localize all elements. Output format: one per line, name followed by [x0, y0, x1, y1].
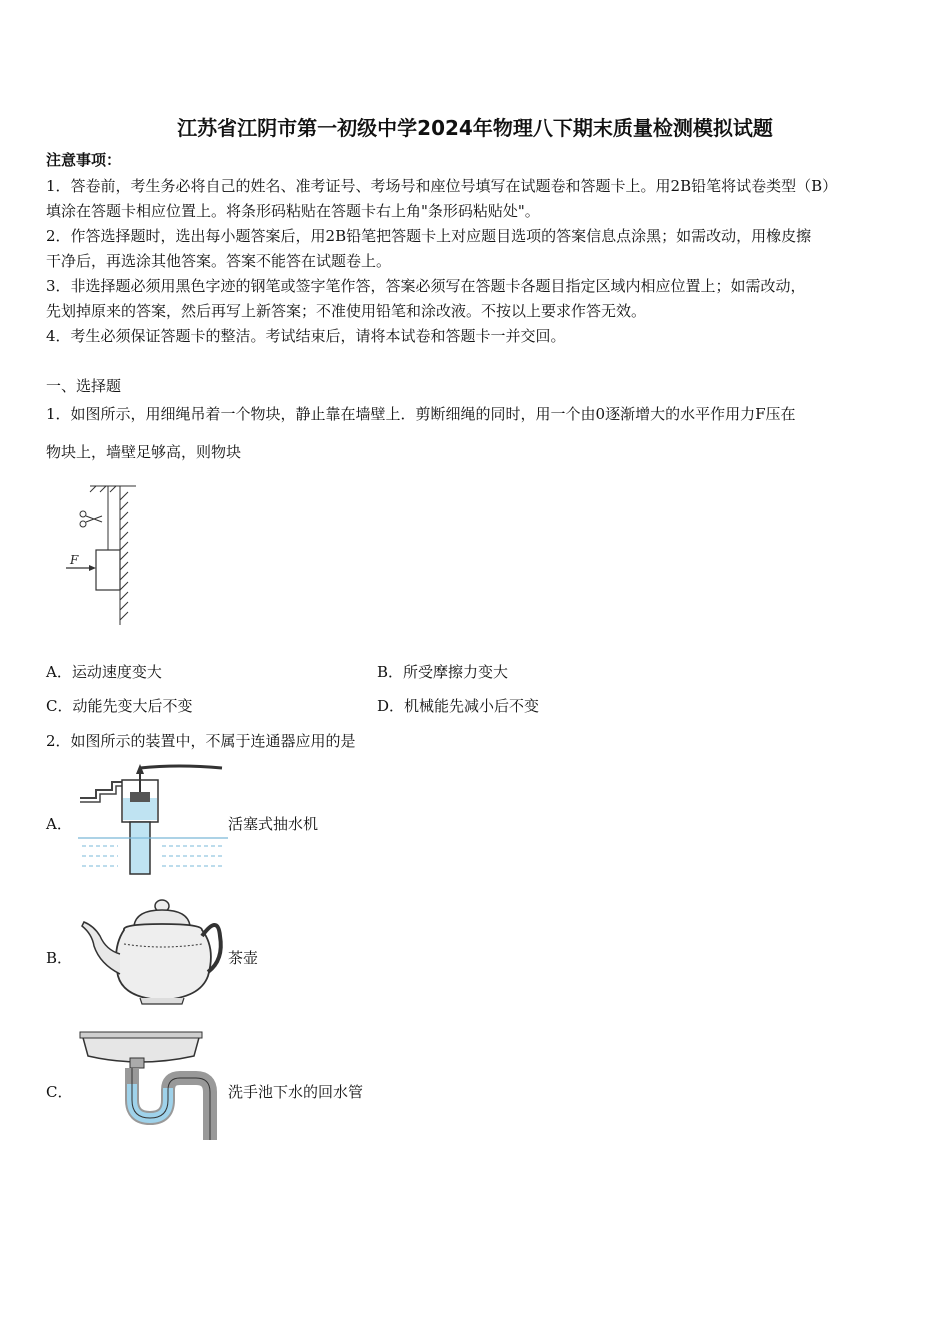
- q2-option-c-letter[interactable]: C．: [46, 1083, 73, 1101]
- notice-line-1: 1．答卷前，考生务必将自己的姓名、准考证号、考场号和座位号填写在试题卷和答题卡上。用2B铅笔将试卷类型（B）: [46, 177, 838, 195]
- q1-option-b[interactable]: B．所受摩擦力变大: [377, 663, 509, 681]
- scissors-icon: [80, 511, 102, 527]
- q2-option-a-caption: 活塞式抽水机: [228, 815, 319, 833]
- page-title: 江苏省江阴市第一初级中学2024年物理八下期末质量检测模拟试题: [177, 116, 773, 140]
- teapot-figure: [78, 890, 228, 1008]
- q2-option-b-caption: 茶壶: [228, 949, 259, 967]
- notice-line-6: 先划掉原来的答案，然后再写上新答案；不准使用铅笔和涂改液。不按以上要求作答无效。: [46, 302, 647, 320]
- block: [96, 550, 120, 590]
- piston-pump-figure: [78, 762, 228, 876]
- force-label: F: [70, 553, 79, 567]
- notice-heading: 注意事项：: [46, 151, 122, 169]
- notice-line-2: 填涂在答题卡相应位置上。将条形码粘贴在答题卡右上角"条形码粘贴处"。: [46, 202, 540, 220]
- q1-option-d[interactable]: D．机械能先减小后不变: [377, 697, 540, 715]
- q1-stem-line-1: 1．如图所示，用细绳吊着一个物块，静止靠在墙壁上．剪断细绳的同时，用一个由0逐渐增大的水平作用力F压在: [46, 405, 796, 423]
- q2-option-c-caption: 洗手池下水的回水管: [228, 1083, 364, 1101]
- sink-trap-figure: [78, 1028, 228, 1142]
- q1-option-a[interactable]: A．运动速度变大: [46, 663, 162, 681]
- q1-option-c[interactable]: C．动能先变大后不变: [46, 697, 193, 715]
- section-heading: 一、选择题: [46, 377, 122, 395]
- notice-line-3: 2．作答选择题时，选出每小题答案后，用2B铅笔把答题卡上对应题目选项的答案信息点涂黑；如需改动，用橡皮擦: [46, 227, 812, 245]
- q2-option-b-letter[interactable]: B．: [46, 949, 73, 967]
- q1-wall-block-figure: [56, 480, 146, 630]
- notice-line-5: 3．非选择题必须用黑色字迹的钢笔或签字笔作答，答案必须写在答题卡各题目指定区域内相应位置上；如需改动，: [46, 277, 806, 295]
- q2-option-a-letter[interactable]: A．: [46, 815, 72, 833]
- notice-line-4: 干净后，再选涂其他答案。答案不能答在试题卷上。: [46, 252, 392, 270]
- q2-stem: 2．如图所示的装置中，不属于连通器应用的是: [46, 732, 356, 750]
- notice-line-7: 4．考生必须保证答题卡的整洁。考试结束后，请将本试卷和答题卡一并交回。: [46, 327, 566, 345]
- q1-stem-line-2: 物块上，墙壁足够高，则物块: [46, 443, 242, 461]
